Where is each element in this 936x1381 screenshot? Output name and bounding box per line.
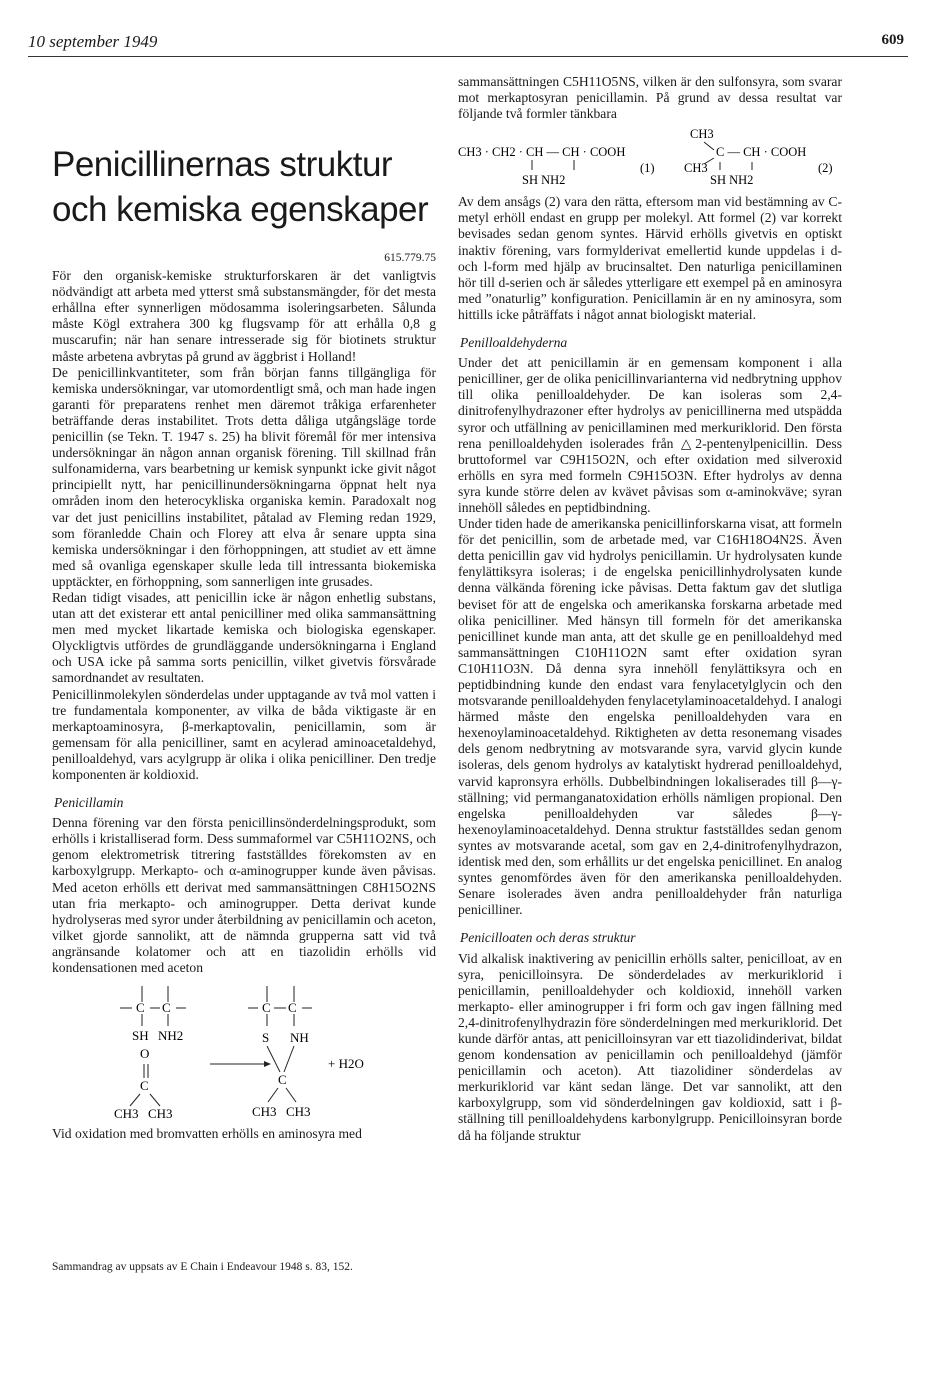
- formula-1-number: (1): [640, 161, 655, 176]
- paragraph: Denna förening var den första penicillinsönderdelningsprodukt, som erhölls i kristalliserad form. Dess summaformel var C5H11O2NS, och genom elektrometrisk titrering fastställdes förekomsten av en karboxylgrupp. Merkapto- och α-aminogrupper kunde även påvisas. Med aceton erhölls ett derivat med sammansättningen C8H15O2NS utan fria merkapto- och aminogrupper. Detta derivat kunde hydrolyseras med syror under återbildning av penicillamin och aceton, vilket gjorde sannolikt, att de nämnda grupperna satt vid två angränsande kolatomer och att en tiazolidin erhölls vid kondensationen med aceton: [52, 815, 436, 976]
- left-column: [52, 74, 436, 1142]
- article-title: Penicillinernas struktur och kemiska egenskaper: [52, 145, 429, 229]
- water-label: + H2O: [328, 1056, 364, 1072]
- footnote: Sammandrag av uppsats av E Chain i Endeavour 1948 s. 83, 152.: [52, 1261, 353, 1273]
- formula-2-methyl: CH3: [690, 127, 714, 142]
- formula-1-line: CH3 · CH2 · CH — CH · COOH: [458, 145, 626, 160]
- formula-2-methyl: CH3: [684, 161, 708, 176]
- sh-label: SH: [132, 1028, 149, 1044]
- methyl-label: CH3: [148, 1106, 173, 1122]
- svg-text:C: C: [288, 1000, 297, 1016]
- paragraph: Under tiden hade de amerikanska penicillinforskarna visat, att formeln för det penicillin, som de arbetade med, var C16H18O4N2S. Även detta penicillin gav vid hydrolys penicillamin. Ur hydrolysaten kunde fenylättiksyra isoleras; i de engelska penicillinhydrolysaten kunde denna välkända förening icke påvisas. Detta faktum gav det slutliga beviset för att de engelska och amerikanska forskarna arbetade med olika penicilliner. Med hänsyn till formeln för det amerikanska penicillinet kunde man anta, att det skulle ge en penilloaldehyd med sammansättningen C10H11O2N samt efter oxidation syran C10H11O3N. Då denna syra innehöll fenylättiksyra och en peptidbindning kunde den endast vara fenylacetylglycin och den motsvarande penilloaldehyden fenylacetylaminoacetaldehyd. I analogi härmed måste den engelska penilloaldehyden vara en hexenoylaminoacetaldehyd. Riktigheten av detta resonemang visades dels genom nedbrytning av motsvarande syra, varvid glycin kunde isoleras, dels genom hydrolys av katalytiskt hydrerad penilloaldehyd, varvid kapronsyra erhölls. Dubbelbindningen lokaliserades till β—γ-ställning; vid permanganatoxidation erhölls nämligen propional. Den engelska penilloaldehyden var således β—γ-hexenoylaminoacetaldehyd. Denna struktur fastställdes sedan genom syntes av motsvarande acetal, som gav en 2,4-dinitrofenylhydrazon, identisk med den, som erhållits ur det engelska penicillinet. En analog syntes genomfördes även för den amerikanska penilloaldehyden. Senare isolerades även andra penilloaldehyder från naturliga penicilliner.: [458, 516, 842, 918]
- page-header: [28, 30, 908, 57]
- classification-code: 615.779.75: [384, 252, 436, 264]
- svg-text:C: C: [136, 1000, 145, 1016]
- svg-text:C: C: [262, 1000, 271, 1016]
- right-column: [458, 74, 842, 1144]
- page-number: 609: [881, 32, 904, 48]
- formula-2-subs: SH NH2: [710, 173, 754, 188]
- paragraph: Vid oxidation med bromvatten erhölls en aminosyra med: [52, 1126, 362, 1142]
- nh2-label: NH2: [158, 1028, 184, 1044]
- svg-text:C: C: [162, 1000, 171, 1016]
- carbon-label: C: [140, 1078, 149, 1094]
- paragraph: Under det att penicillamin är en gemensam komponent i alla penicilliner, ger de olika penicillinvarianterna vid nedbrytning upphov till olika penilloaldehyder. De kan isoleras som 2,4-dinitrofenylhydrazoner efter hydrolys av penicillinerna med utspädda syror och utfällning av penicillaminen med merkuriklorid. Den första rena penilloaldehyden isolerades från △2-pentenylpenicillin. Dess bruttoformel var C9H15O2N, och efter oxidation med silveroxid erhölls en syra med formeln C9H15O3N. Efter hydrolys av denna syra kunde större delen av kvävet påvisas som α-aminokväve; syran innehöll således en peptidbindning.: [458, 355, 842, 515]
- paragraph: Redan tidigt visades, att penicillin icke är någon enhetlig substans, utan att det existerar ett antal penicilliner med olika sammansättning men med mycket likartade kemiska och biologiska egenskaper. Olyckligtvis utfördes de grundläggande undersökningarna i England och USA icke på samma sorts penicillin, vilket givetvis försvårade samordnandet av resultaten.: [52, 589, 436, 686]
- section-heading-penicillamin: Penicillamin: [54, 795, 124, 811]
- methyl-label: CH3: [114, 1106, 139, 1122]
- paragraph: De penicillinkvantiteter, som från början fanns tillgängliga för kemiska undersökningar, var utomordentligt små, och man hade ingen garanti för preparatens renhet men däremot tråkiga erfarenheter beträffande deras instabilitet. Trots detta dåliga utgångsläge torde penicillin (se Tekn. T. 1947 s. 25) ha blivit föremål för mer intensiva undersökningar än någon annan organisk förening. Till skillnad från sulfonamiderna, vars bearbetning ur kemisk synpunkt icke givit något principiellt nytt, har penicillinundersökningarna öppnat helt nya områden inom den heterocykliska organiska kemin. Paradoxalt nog var det just penicillins instabilitet, påtalad av Fleming redan 1929, som föranledde Chain och Florey att elva år senare uppta sina kemiska undersökningar i den förhoppningen, att studiet av ett ämne med så ovanliga egenskaper skulle leda till intressanta biokemiska upptäckter, en förhoppning, som sannerligen inte grusades.: [52, 364, 436, 589]
- sulfur-label: S: [262, 1030, 270, 1046]
- section-heading-penilloaldehyderna: Penilloaldehyderna: [460, 335, 568, 351]
- paragraph: För den organisk-kemiske strukturforskaren är det vanligtvis nödvändigt att arbeta med ytterst små substansmängder, för det mesta erhållna efter synnerligen mödosamma isoleringsarbeten. Sålunda måste Kögl extrahera 300 kg flugsvamp för att erhålla 0,8 g muscarufin; när han senare intresserade sig för biotinets struktur måste arbetena avbrytas på grund av äggbrist i Holland!: [52, 268, 436, 364]
- paragraph: sammansättningen C5H11O5NS, vilken är den sulfonsyra, som svarar mot merkaptosyran penicillamin. På grund av dessa resultat var följande två formler tänkbara: [458, 74, 842, 122]
- methyl-label: CH3: [286, 1104, 311, 1120]
- formula-2-line: C — CH · COOH: [716, 145, 807, 160]
- paragraph: Av dem ansågs (2) vara den rätta, eftersom man vid bestämning av C-metyl erhöll endast en grupp per molekyl. Att formel (2) var korrekt bevisades sedan genom syntes. Härvid erhölls givetvis en optiskt inaktiv förening, vars formylderivat emellertid kunde uppdelas i d- och l-form med hjälp av brucinsaltet. Den naturliga penicillaminen hör till d-serien och är således ytterligare ett exempel på en aminosyra med ”onaturlig” konfiguration. Penicillamin är en ny aminosyra, som hittills icke påträffats i något annat biologiskt material.: [458, 194, 842, 322]
- formula-block: [458, 126, 842, 192]
- formula-1-subs: SH NH2: [522, 173, 566, 188]
- nh-label: NH: [290, 1030, 309, 1046]
- reaction-diagram: [52, 982, 436, 1122]
- carbon-label: C: [278, 1072, 287, 1088]
- section-heading-penicilloaten: Penicilloaten och deras struktur: [460, 930, 636, 946]
- paragraph: Penicillinmolekylen sönderdelas under upptagande av två mol vatten i tre fundamentala komponenter, av vilka de båda viktigaste är en merkaptoaminosyra, β-merkaptovalin, penicillamin, som är gemensam för alla penicilliner, samt en acylerad aminoacetaldehyd, penilloaldehyd, vars acylgrupp är olika i olika penicilliner. Den tredje komponenten är koldioxid.: [52, 686, 436, 782]
- issue-date: 10 september 1949: [28, 32, 158, 51]
- paragraph: Vid alkalisk inaktivering av penicillin erhölls salter, penicilloat, av en syra, penicilloinsyra. De sönderdelades av merkuriklorid i penicillamin, penilloaldehyder och koldioxid, innehöll varken merkapto- eller aminogrupper i fri form och gav ingen fällning med 2,4-dinitrofenylhydrazin före sönderdelningen med merkuriklorid. Det kunde därför antas, att penicilloinsyran var ett tiazolidinderivat, bildat genom kondensation av penicillamin och penilloaldehyd (jämför penicillamin och aceton). Att tiazolidiner sönderdelas av merkuriklorid var känt sedan länge. Det var sannolikt, att den karboxylgrupp, som vid sönderdelningen gav koldioxid, satt i β-ställning till penilloaldehydens karbonylgrupp. Penicilloinsyran borde då ha följande struktur: [458, 950, 842, 1143]
- oxygen-label: O: [140, 1046, 150, 1062]
- methyl-label: CH3: [252, 1104, 277, 1120]
- formula-2-number: (2): [818, 161, 833, 176]
